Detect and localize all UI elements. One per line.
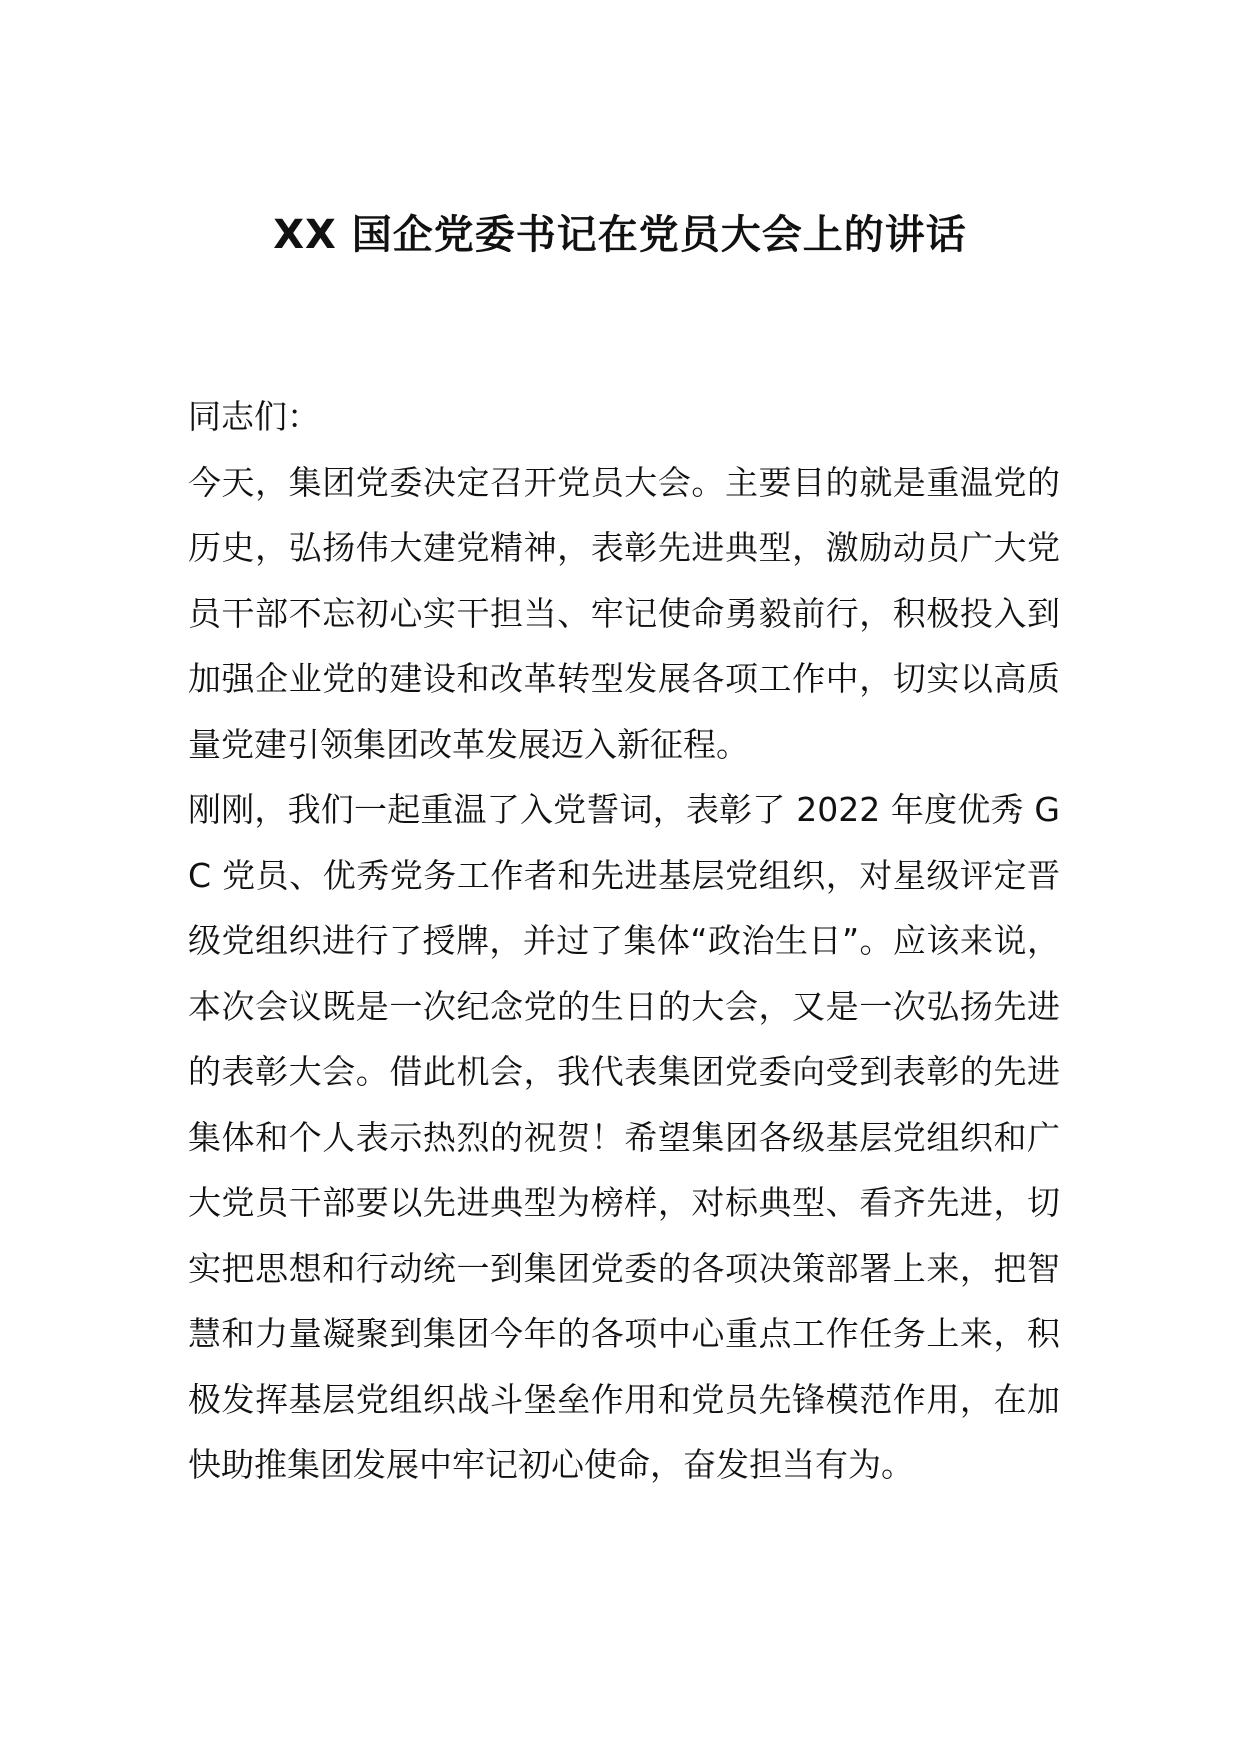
- document-body: [188, 384, 1060, 1498]
- salutation: 同志们：: [188, 397, 320, 436]
- paragraph-1: 今天，集团党委决定召开党员大会。主要目的就是重温党的历史，弘扬伟大建党精神，表彰先进典型，激励动员广大党员干部不忘初心实干担当、牢记使命勇毅前行，积极投入到加强企业党的建设和改革转型发展各项工作中，切实以高质量党建引领集团改革发展迈入新征程。: [188, 462, 1060, 764]
- document-title: XX 国企党委书记在党员大会上的讲话: [273, 212, 967, 258]
- paragraph-2: 刚刚，我们一起重温了入党誓词，表彰了 2022 年度优秀 GC 党员、优秀党务工作者和先进基层党组织，对星级评定晋级党组织进行了授牌，并过了集体“政治生日”。应该来说，本次会议既是一次纪念党的生日的大会，又是一次弘扬先进的表彰大会。借此机会，我代表集团党委向受到表彰的先进集体和个人表示热烈的祝贺！希望集团各级基层党组织和广大党员干部要以先进典型为榜样，对标典型、看齐先进，切实把思想和行动统一到集团党委的各项决策部署上来，把智慧和力量凝聚到集团今年的各项中心重点工作任务上来，积极发挥基层党组织战斗堡垒作用和党员先锋模范作用，在加快助推集团发展中牢记初心使命，奋发担当有为。: [188, 790, 1060, 1484]
